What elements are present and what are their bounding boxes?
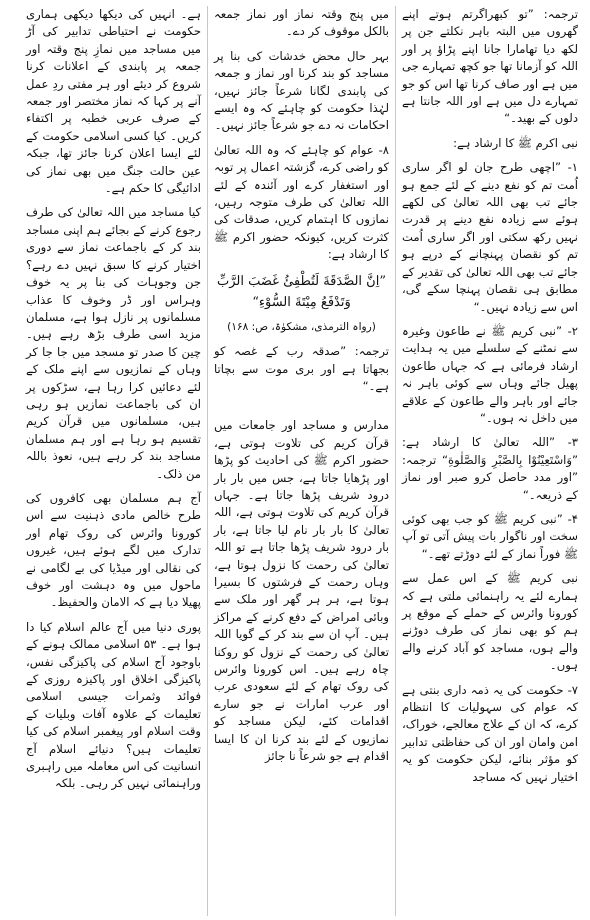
article-paragraph: پوری دنیا میں آج عالم اسلام کیا دا ہوا ہے۔ ۵۳ اسلامی ممالک ہونے کے باوجود آج اسلام کی پاکیزگی نفس، پاکیزگی اخلاق اور پاکیزہ روزی کے فوائد وثمرات جیسی اسلامی تعلیمات کے علاوہ آفات وبلیات کے وقت اسلام اور پیغمبر اسلام کی کیا تعلیمات ہیں؟ دنیائے اسلام آج انسانیت کی اس معاملہ میں راہبری وراہنمائی نہیں کر رہی۔ بلکہ [26,619,201,791]
article-paragraph: مدارس و مساجد اور جامعات میں قرآن کریم کی تلاوت ہوتی ہے، حضور اکرم ﷺ کی احادیث کو پڑھا اور پڑھایا جاتا ہے، جس میں بار بار درود شریف پڑھا جاتا ہے۔ جہاں قرآن کریم کی تلاوت ہوتی ہے، اللہ تعالیٰ کا بار بار نام لیا جاتا ہے، بار بار درود شریف پڑھا جاتا ہے تو اللہ تعالیٰ کی رحمت کا نزول ہوتا ہے، وہاں رحمت کے فرشتوں کا بسیرا ہوتا ہے، ہر ہر گھر اور ملک سے وبائی امراض کے دفع کرنے کے مراکز ہیں۔ آپ ان سے بند کر کے گویا اللہ تعالیٰ کی رحمت کے نزول کو روکنا چاہ رہے ہیں۔ اس کورونا وائرس کی روک تھام کے لئے سعودی عرب اور عرب امارات نے جو سارے اقدامات کئے، لیکن مساجد کو نمازیوں کے لئے بند کرنا ان کا ایسا اقدام ہے جو شرعاً نا جائز [214,418,389,764]
column-middle [208,6,396,916]
article-paragraph: ۳- ”اللہ تعالیٰ کا ارشاد ہے: ”وَاسْتَعِيْنُوْا بِالصَّبْرِ وَالصَّلٰوةِ“ ترجمہ: ”اور مدد حاصل کرو صبر اور نماز کے ذریعہ۔“ [402,435,578,502]
article-paragraph: کیا مساجد میں اللہ تعالیٰ کی طرف رجوع کرنے کے بجائے ہم اپنی مساجد بند کر کے باجماعت نماز سے دوری اختیار کرنے کا سبق نہیں دے رہے؟ جن وجوہات کی بنا پر یہ خوف وہراس اور ڈر وخوف کا عذاب مسلمانوں پر نازل ہوا ہے، مسلمان مزید اسی طرف بڑھ رہے ہیں۔ چین کا صدر تو مسجد میں جا جا کر وہاں کے نمازیوں سے اپنے ملک کے لئے دعائیں کرا رہا ہے، سڑکوں پر ان کی باجماعت نمازیں ہو رہی ہیں، مسلمانوں میں قرآن کریم تقسیم ہو رہا ہے اور ہم مسلمان مساجد بند کر رہے ہیں، نعوذ باللہ من ذلک۔ [26,205,201,481]
article-paragraph: ہے۔ انہیں کی دیکھا دیکھی ہماری حکومت نے احتیاطی تدابیر کی آڑ میں مساجد میں نمازِ پنج وقتہ اور جمعہ پر پابندی کے اعلانات کرنا شروع کر دیئے اور ہر مفتی ردِ عمل آنے پر کہا کہ نماز مختصر اور جمعہ کے صرف عربی خطبہ پر اکتفاء کریں۔ کیا کسی اسلامی حکومت کے لئے ایسا اعلان کرنا جائز تھا، جبکہ عین حالت جنگ میں بھی نماز کی ادائیگی کا حکم ہے۔ [26,7,201,196]
column-right [396,6,584,916]
article-paragraph: نبی اکرم ﷺ کا ارشاد ہے: [453,135,578,150]
article-columns [6,6,584,916]
arabic-quote: ”اِنَّ الصَّدَقَةَ لَتُطْفِئُ غَضَبَ الرَّبِّ وَتَدْفَعُ مِيْتَةَ السُّوْءِ“ [217,273,386,310]
article-paragraph: ۸- عوام کو چاہئے کہ وہ اللہ تعالیٰ کو راضی کرے، گزشتہ اعمال پر توبہ اور استغفار کرے اور آئندہ کے لئے اللہ تعالیٰ کی طرف متوجہ رہیں، نمازوں کا اہتمام کریں، صدقات کی کثرت کریں، کیونکہ حضور اکرم ﷺ کا ارشاد ہے: [214,142,389,262]
article-paragraph: ۲- ”نبی کریم ﷺ نے طاعون وغیرہ سے نمٹنے کے سلسلے میں یہ ہدایت ارشاد فرمائی ہے کہ جہاں طاعون پھیل جائے وہاں سے کوئی باہر نہ جائے اور باہر والے طاعون کے علاقے میں داخل نہ ہوں۔“ [402,323,578,425]
article-paragraph: ۷- حکومت کی یہ ذمہ داری بنتی ہے کہ عوام کی سہولیات کا انتظام کرے، کہ ان کے علاج معالجے، خوراک، امن وامان اور ان کی حفاظتی تدابیر کو مؤثر بنائے، لیکن حکومت کو یہ اختیار نہیں کہ مساجد [402,682,578,784]
article-paragraph: بہر حال محض خدشات کی بنا پر مساجد کو بند کرنا اور نماز و جمعہ کی پابندی لگانا شرعاً جائز نہیں، لہٰذا حکومت کو چاہئے کہ وہ ایسے احکامات نہ دے جو شرعاً جائز نہیں۔ [214,48,389,133]
reference-citation: (رواہ الترمذی، مشکوٰۃ، ص: ۱۶۸) [227,320,376,333]
article-paragraph: نبی کریم ﷺ کے اس عمل سے ہمارے لئے یہ راہنمائی ملتی ہے کہ کورونا وائرس کے حملے کے موقع پر ہم کو بھی نماز کی طرف دوڑنے والے ہوں، مساجد کو آباد کرنے والے ہوں۔ [402,571,578,673]
article-paragraph: آج ہم مسلمان بھی کافروں کی طرح خالص مادی ذہنیت سے اس کورونا وائرس کی روک تھام اور تدارک میں لگے ہوئے ہیں، غیروں کی نقالی اور میڈیا کی بے لگامی نے ماحول میں وہ دہشت اور خوف پھیلا دیا ہے کہ الامان والحفیظ۔ [26,490,201,610]
article-paragraph: ۴- ”نبی کریم ﷺ کو جب بھی کوئی سخت اور ناگوار بات پیش آتی تو آپ ﷺ فوراً نماز کے لئے دوڑتے تھے۔“ [402,511,578,561]
column-left [20,6,208,916]
article-paragraph: ترجمہ: ”تو کبھراگرتم ہوتے اپنے گھروں میں البتہ باہر نکلتے جن پر لکھ دیا تھامارا جانا اپنے پڑاؤ پر اور اللہ کو آزمانا تھا جو کچھ تمہارے جی میں ہے اور صاف کرنا تھا اس کو جو تمہارے دل میں ہے اور اللہ جانتا ہے دلوں کے بھید۔“ [402,7,578,126]
article-paragraph: ترجمہ: ”صدقہ رب کے غصہ کو بجھاتا ہے اور بری موت سے بچاتا ہے۔“ [214,344,389,393]
article-paragraph: میں پنج وقتہ نماز اور نماز جمعہ بالکل موقوف کر دے۔ [214,7,389,39]
article-paragraph: ۱- ”اچھی طرح جان لو اگر ساری اُمت تم کو نفع دینے کے لئے جمع ہو جائے تب بھی اللہ تعالیٰ کی لکھے ہوئے سے زیادہ نفع دینے پر قدرت نہیں رکھ سکتی اور اگر ساری اُمت تم کو نقصان پہنچانے کے درپے ہو جائے تب بھی اللہ تعالیٰ کی تقدیر کے مطابق ہی نقصان پہنچا سکے گی، اس سے زیادہ نہیں۔“ [402,160,578,314]
